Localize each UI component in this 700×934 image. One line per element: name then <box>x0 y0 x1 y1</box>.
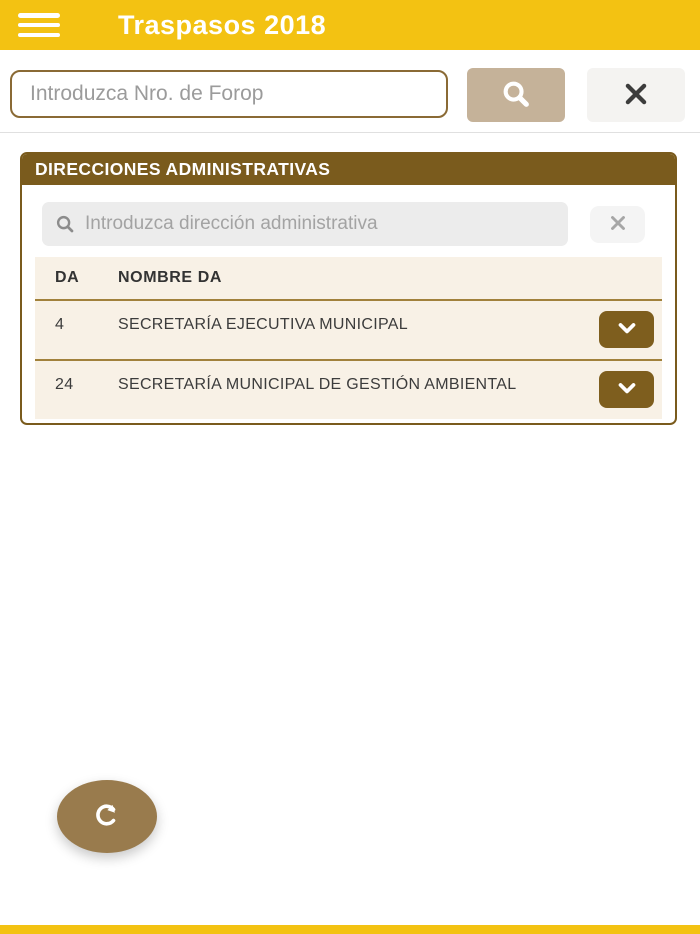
table-body <box>35 299 662 419</box>
clear-direccion-button[interactable] <box>590 206 645 243</box>
table-row <box>35 301 662 359</box>
close-icon <box>621 79 651 112</box>
row-da-value: 4 <box>55 316 65 333</box>
panel-title: DIRECCIONES ADMINISTRATIVAS <box>22 154 675 185</box>
clear-search-button[interactable] <box>587 68 685 122</box>
row-nombre-value: SECRETARÍA EJECUTIVA MUNICIPAL <box>118 316 408 333</box>
search-icon <box>54 213 76 235</box>
refresh-icon <box>92 800 122 833</box>
chevron-down-icon <box>614 375 640 404</box>
menu-icon[interactable] <box>18 13 60 37</box>
bottom-accent-bar <box>0 925 700 934</box>
close-icon <box>607 212 629 237</box>
direcciones-panel <box>20 152 677 425</box>
row-nombre-value: SECRETARÍA MUNICIPAL DE GESTIÓN AMBIENTAL <box>118 376 517 393</box>
forop-search-input[interactable] <box>10 70 448 118</box>
panel-search-row <box>22 202 675 246</box>
search-icon <box>499 77 533 114</box>
table-row <box>35 361 662 419</box>
search-button[interactable] <box>467 68 565 122</box>
chevron-down-icon <box>614 315 640 344</box>
expand-row-button[interactable] <box>599 371 654 408</box>
column-header-nombre: NOMBRE DA <box>118 269 223 286</box>
page-title: Traspasos 2018 <box>118 9 327 40</box>
expand-row-button[interactable] <box>599 311 654 348</box>
refresh-fab[interactable] <box>57 780 157 853</box>
column-header-da: DA <box>55 269 80 286</box>
table-header-row <box>35 257 662 299</box>
row-da-value: 24 <box>55 376 74 393</box>
header-divider <box>0 132 700 133</box>
app-header <box>0 0 700 50</box>
direcciones-table <box>35 257 662 419</box>
direccion-search-field[interactable] <box>42 202 568 246</box>
direccion-search-input[interactable] <box>85 213 568 235</box>
